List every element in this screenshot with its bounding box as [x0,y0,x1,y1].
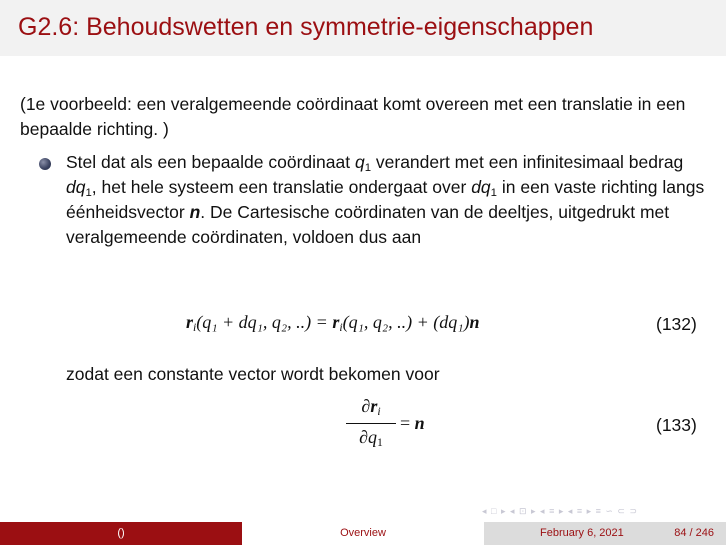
partial-symbol-den: ∂ [359,427,369,447]
intro-text: (1e voorbeeld: een veralgemeende coördinaat komt overeen met een translatie in een bepaalde richting. ) [20,94,686,139]
footer-page-number: 84 / 246 [674,527,714,539]
var-dq-2: dq [471,177,491,197]
after-text: zodat een constante vector wordt bekomen voor [66,364,440,384]
equation-number-132: (132) [656,314,697,334]
fraction-numerator [346,396,396,420]
bullet-text-3: , het hele systeem een translatie ondergaat over [91,177,472,197]
equation-132 [186,312,480,333]
index-i-2: i [339,320,343,334]
subscript-2: 1 [85,186,92,199]
eq1-rhs-args: (q₁, q₂, ..) + (dq₁) [342,312,470,332]
equation-133-rhs [400,413,425,434]
var-q-frac: q [368,427,378,447]
var-dq: dq [66,177,86,197]
vector-n-eq2: n [414,413,425,433]
bullet-text-4: in een vaste richting langs éénheidsvector [66,177,705,222]
footer-info [484,522,726,545]
vector-n: n [189,202,201,222]
partial-symbol: ∂ [361,396,371,416]
slide-title: G2.6: Behoudswetten en symmetrie-eigenschappen [18,13,594,41]
fraction-bar [346,423,396,424]
slide-title-bar [0,0,726,56]
var-q: q [354,152,365,172]
subscript-3: 1 [490,186,497,199]
index-i: i [193,320,197,334]
bullet-item [66,150,716,250]
bullet-icon [39,158,51,170]
bullet-text-1: Stel dat als een bepaalde coördinaat [66,152,355,172]
beamer-navigation-icons[interactable]: ◂ □ ▸ ◂ ⊡ ▸ ◂ ≡ ▸ ◂ ≡ ▸ ≡ ∽ ⊂ ⊃ [482,506,639,516]
vector-r: r [186,312,194,332]
eq1-lhs-args: (q₁ + dq₁, q₂, ..) = [196,312,333,332]
footer-bar [0,522,726,545]
index-i-frac: i [377,404,381,418]
fraction-denominator [346,427,396,451]
partial-derivative-fraction [346,396,396,451]
footer-section: Overview [242,522,484,545]
equals-sign: = [400,413,415,433]
subscript-1: 1 [364,161,372,174]
vector-r-2: r [332,312,340,332]
subscript-frac: 1 [377,435,383,449]
vector-r-frac: r [370,396,378,416]
footer-author: () [0,522,242,545]
vector-n-eq1: n [469,312,480,332]
footer-date: February 6, 2021 [540,527,624,539]
bullet-text-5: . De Cartesische coördinaten van de deeltjes, uitgedrukt met veralgemeende coördinaten, voldoen dus aan [66,202,670,247]
equation-number-133: (133) [656,415,697,435]
bullet-text-2: verandert met een infinitesimaal bedrag [371,152,684,172]
